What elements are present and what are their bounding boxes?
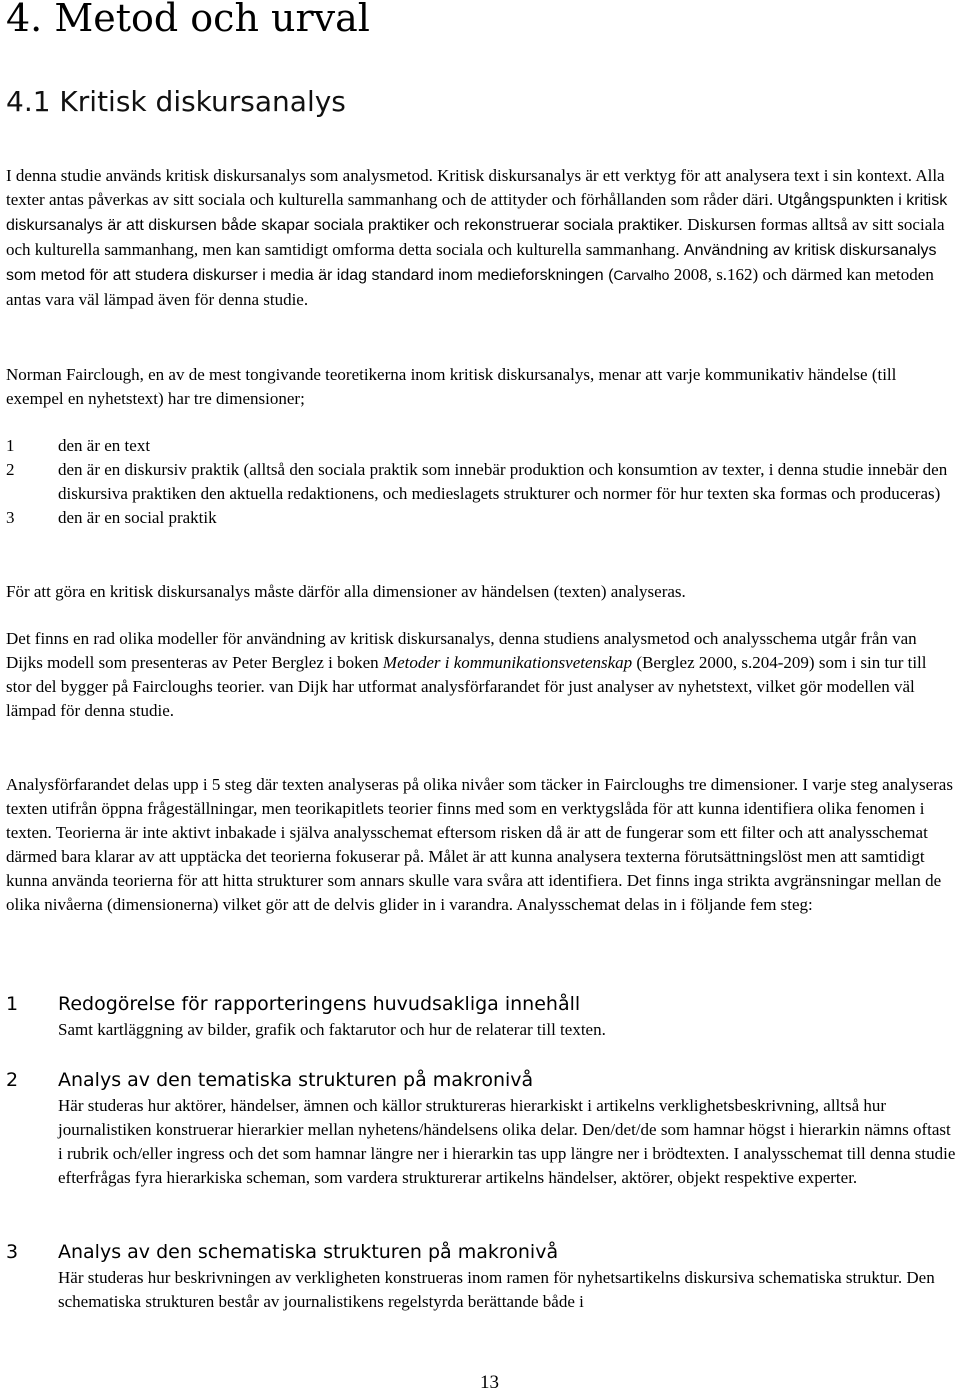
- list-item: [6, 458, 956, 506]
- step-heading: [6, 1066, 956, 1094]
- list-item-text: den är en diskursiv praktik (alltså den sociala praktik som innebär produktion och konsumtion av texter, i denna studie innebär den diskursiva praktiken den aktuella redaktionens, och medieslagets strukturer och normer för hur texten ska formas och produceras): [58, 460, 948, 503]
- step-title: Analys av den tematiska strukturen på makronivå: [58, 1069, 534, 1091]
- step-title: Redogörelse för rapporteringens huvudsakliga innehåll: [58, 993, 581, 1015]
- list-item-number: 3: [6, 508, 15, 527]
- step-body: Samt kartläggning av bilder, grafik och faktarutor och hur de relaterar till texten.: [58, 1020, 606, 1039]
- dimensions-list: [6, 434, 956, 530]
- paragraph-intro-c: Utgångspunkten i kritisk diskursanalys är att diskursen både skapar sociala praktiker och rekonstruerar sociala praktiker.: [6, 192, 948, 234]
- step-heading: [6, 990, 956, 1018]
- paragraph-intro-a: I denna studie används kritisk diskursanalys som analysmetod. Kritisk diskursanalys är ett verktyg för att analysera text i sin kontext.: [6, 166, 916, 185]
- paragraph-models-b: (Berglez 2000, s.204-209) som i sin tur till stor del bygger på Faircloughs teorier. van Dijk har utformat analysförfarandet för just analyser av nyhetstext, vilket gör modellen väl lämpad för denna studie.: [6, 653, 927, 720]
- step-2: [6, 1066, 956, 1190]
- step-heading: [6, 1238, 956, 1266]
- paragraph-analysis-procedure: Analysförfarandet delas upp i 5 steg där texten analyseras på olika nivåer som täcker in Faircloughs tre dimensioner. I varje steg analyseras texten utifrån öppna frågeställningar, men teorikapitlets teorier finns med som en verktygslåda för att kunna identifiera olika fenomen i texten. Teorierna är inte aktivt inbakade i själva analysschemat eftersom risken då är att de fungerar som ett filter och att analysschemat därmed bara klarar av att upptäcka det teorierna fokuserar på. Målet är att kunna analysera texterna förutsättningslöst men att samtidigt kunna använda teorierna för att hitta strukturer som annars skulle vara svåra att identifiera. Det finns inga strikta avgränsningar mellan de olika nivåerna (dimensionerna) vilket gör att de delvis glider in i varandra. Analysschemat delas in i följande fem steg:: [6, 775, 953, 914]
- step-title: Analys av den schematiska strukturen på makronivå: [58, 1241, 559, 1263]
- list-item: [6, 434, 956, 458]
- list-item-number: 2: [6, 460, 15, 479]
- step-number: 3: [6, 1241, 19, 1263]
- paragraph-intro: [6, 164, 956, 312]
- paragraph-dimensions-conclusion: För att göra en kritisk diskursanalys måste därför alla dimensioner av händelsen (texten) analyseras.: [6, 582, 686, 601]
- list-item-number: 1: [6, 436, 15, 455]
- paragraph-models: [6, 627, 956, 723]
- section-heading: 4.1 Kritisk diskursanalys: [6, 85, 346, 118]
- list-item-text: den är en social praktik: [58, 508, 217, 527]
- step-number: 2: [6, 1069, 19, 1091]
- paragraph-intro-e: Användning av kritisk diskursanalys som metod för att studera diskurser i media är idag standard inom medieforskningen (: [6, 242, 937, 284]
- paragraph-models-a: Det finns en rad olika modeller för användning av kritisk diskursanalys, denna studiens analysmetod och analysschema utgår från van Dijks modell som presenteras av Peter Berglez i boken: [6, 629, 917, 672]
- step-3: [6, 1238, 956, 1314]
- step-number: 1: [6, 993, 19, 1015]
- paragraph-fairclough: Norman Fairclough, en av de mest tongivande teoretikerna inom kritisk diskursanalys, menar att varje kommunikativ händelse (till exempel en nyhetstext) har tre dimensioner;: [6, 365, 897, 408]
- list-item: [6, 506, 956, 530]
- step-1: [6, 990, 956, 1042]
- paragraph-intro-b: Alla texter antas påverkas av sitt sociala och kulturella sammanhang och de attityder och förhållanden som råder däri.: [6, 166, 945, 209]
- page-number: 13: [480, 1372, 499, 1393]
- paragraph-intro-g: 2008, s.162) och därmed kan metoden antas vara väl lämpad även för denna studie.: [6, 265, 934, 309]
- paragraph-intro-d: Diskursen formas alltså av sitt sociala och kulturella sammanhang, men kan samtidigt omforma detta sociala och kulturella sammanhang.: [6, 215, 945, 259]
- chapter-heading: 4. Metod och urval: [6, 0, 370, 40]
- list-item-text: den är en text: [58, 436, 151, 455]
- step-body: Här studeras hur beskrivningen av verkligheten konstrueras inom ramen för nyhetsartikelns diskursiva schematiska struktur. Den schematiska strukturen består av journalistikens regelstyrda berättande både i: [58, 1268, 935, 1311]
- book-title: Metoder i kommunikationsvetenskap: [382, 653, 633, 672]
- citation-author: Carvalho: [613, 267, 670, 283]
- step-body: Här studeras hur aktörer, händelser, ämnen och källor struktureras hierarkiskt i artikelns verklighetsbeskrivning, alltså hur journalistiken konstruerar hierarkier mellan nyhetens/händelsens olika delar. Den/det/de som hamnar högst i hierarkin nämns oftast i rubrik och/eller ingress och det som hamnar längre ner i hierarkin tas upp längre ner i brödtexten. I analysschemat till denna studie efterfrågas fyra hierarkiska scheman, som vardera strukturerar artikelns händelser, aktörer, objekt respektive experter.: [58, 1096, 956, 1187]
